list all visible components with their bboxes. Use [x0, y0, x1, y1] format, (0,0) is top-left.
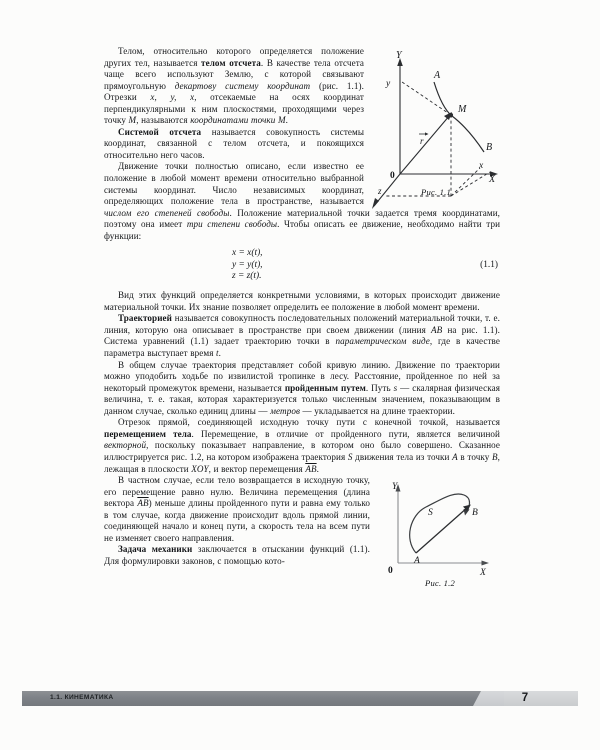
equation-line-z: z = z(t).: [232, 271, 262, 282]
p7-point-b: B: [492, 451, 498, 462]
p7-text-7: , и вектор перемещения: [208, 463, 306, 474]
p5-term-parametric: параметрическом виде: [335, 336, 430, 347]
p2-text-1: называется совокупность системы координат, связанной с телом отсчета, и покоящихся относительно него часов.: [104, 126, 365, 160]
p7-term-vector: векторной: [104, 440, 147, 451]
p5-line-ab: AB: [431, 324, 443, 335]
p1-vars-xyx: x, y, x: [150, 92, 195, 103]
p9-text-1: заключается в отыскании функций (1.1). Для формулировки законов, с помощью кото-: [104, 544, 370, 566]
page-content: [104, 46, 500, 588]
figure-1-2-graphic: [380, 479, 498, 577]
p1-text-1: Телом, относительно которого определяется положение других тел, называется: [104, 46, 364, 68]
svg-text:z: z: [378, 186, 382, 196]
equation-line-y: y = y(t),: [232, 259, 263, 270]
p6-var-s: s: [393, 382, 398, 393]
p7-plane-xoy: XOY: [191, 463, 209, 474]
p7-point-a: A: [452, 451, 458, 462]
svg-text:X: X: [489, 174, 496, 185]
paragraph-7: [104, 417, 500, 475]
p5-text-3: , где в качестве параметра выступает время: [104, 336, 500, 359]
p7-text-6: , лежащая в плоскости: [104, 451, 500, 474]
p6-text-3: — скалярная физическая величина, т. е. такая, которая характеризуется только численным значением, показывающим в данном случае, сколько единиц длины —: [104, 382, 500, 416]
p5-var-t: t: [216, 348, 219, 359]
figure-1-1: [372, 46, 500, 197]
page-number: 7: [521, 691, 529, 704]
p6-term-path-travelled: пройденным путем: [284, 382, 366, 393]
p4-text: Вид этих функций определяется конкретными условиями, в которых происходит движение материальной точки. Их знание позволяет определить ее положение в любой момент времени.: [104, 290, 500, 312]
paragraph-6: [104, 360, 500, 418]
footer-section-title: 1.1. КИНЕМАТИКА: [50, 694, 114, 702]
p8-text-2: ) меньше длины пройденного пути и равна ему только в том случае, когда движение происходит вдоль прямой линии, соединяющей начало и конец пути, а скорость тела на всем пути не изменяет своего направления.: [104, 498, 370, 543]
p6-text-1: В общем случае траектория представляет собой кривую линию. Движение по траектории можно уподобить ходьбе по извилистой тропинке в лесу. Расстояние, пройденное по ней за некоторый промежуток времени, называется: [104, 359, 500, 393]
p7-text-3: , поскольку показывает направление, в котором оно было совершено. Сказанное иллюстрируется рис. 1.2, на котором изображена траектория: [104, 440, 500, 462]
svg-text:S: S: [428, 508, 433, 519]
p7-var-s: S: [347, 451, 353, 462]
equation-line-x: x = x(t),: [232, 248, 263, 259]
p7-text-4: движения тела из точки: [352, 451, 453, 462]
p1-text-6: .: [285, 115, 288, 126]
p1-term-body-of-reference: телом отсчета: [201, 57, 261, 68]
svg-text:x: x: [479, 161, 484, 171]
svg-text:B: B: [472, 508, 478, 519]
svg-text:M: M: [458, 104, 467, 115]
equation-number: (1.1): [480, 259, 498, 270]
p1-term-coordinates: координатами точки M: [190, 115, 286, 126]
p8-vector-ab: $\overline{AB}$: [137, 498, 149, 509]
svg-text:A: A: [434, 70, 441, 81]
paragraph-4: [104, 290, 500, 313]
svg-text:X: X: [480, 568, 486, 579]
p3-term-degrees-of-freedom: числом его степеней свободы: [104, 207, 230, 218]
p7-text-5: в точку: [457, 451, 492, 462]
p6-unit-meters: метров: [270, 405, 300, 416]
p7-term-displacement: перемещением тела: [104, 428, 192, 439]
p6-text-4: — укладывается на длине траектории.: [299, 405, 455, 416]
p6-text-2: . Путь: [365, 382, 394, 393]
p1-term-cartesian-system: декартову систему координат: [174, 80, 311, 91]
p7-text-1: Отрезок прямой, соединяющей исходную точку пути с конечной точкой, называется: [118, 417, 500, 428]
p7-text-2: . Перемещение, в отличие от пройденного пути, является величиной: [191, 428, 500, 439]
p8-text-1: В частном случае, если тело возвращается в исходную точку, его перемещение равно нулю. Величина перемещения (длина вектора: [104, 475, 370, 509]
svg-text:0: 0: [388, 566, 393, 577]
equation-lines: [232, 248, 263, 283]
p1-var-m: M: [128, 115, 137, 126]
p3-term-three-degrees: три степени свободы: [186, 219, 278, 230]
p7-text-8: .: [316, 463, 319, 474]
p5-term-trajectory: Траекторией: [118, 313, 172, 324]
p1-text-2: . В качестве тела отсчета чаще всего используют Землю, с которой связывают прямоугольную: [104, 57, 364, 91]
svg-text:Y: Y: [392, 482, 398, 493]
svg-text:A: A: [414, 556, 420, 567]
p1-text-5: , называются: [136, 115, 191, 126]
paragraph-5: [104, 313, 500, 359]
p1-text-3: (рис. 1.1). Отрезки: [104, 80, 364, 103]
figure-1-2: [380, 479, 500, 588]
svg-text:Y: Y: [396, 50, 402, 61]
p7-vector-ab: $\overline{AB}$: [305, 463, 317, 474]
p3-text-2: . Положение материальной точки задается тремя координатами, поэтому она имеет: [104, 207, 500, 230]
p3-text-1: Движение точки полностью описано, если известно ее положение в любой момент времени относительно выбранной системы координат. Число независимых координат, определяющих положение тела в пространстве, называется: [104, 161, 364, 207]
svg-text:0: 0: [390, 171, 395, 181]
p5-text-1: называется совокупность последовательных положений материальной точки, т. е. линия, которую она описывает в пространстве при своем движении (линия: [104, 313, 500, 335]
p5-text-4: .: [218, 348, 221, 359]
p9-term-task-of-mechanics: Задача механики: [118, 544, 193, 555]
p2-term-reference-frame: Системой отсчета: [118, 126, 202, 137]
p5-text-2: на рис. 1.1). Система уравнений (1.1) задает траекторию точки в: [104, 324, 500, 347]
svg-text:r: r: [420, 136, 424, 146]
p1-text-4: , отсекаемые на осях координат перпендикулярными к ним плоскостями, проходящими через точку: [104, 92, 364, 126]
page-footer: [22, 691, 578, 706]
figure-1-1-caption: Рис. 1.1: [421, 187, 451, 197]
svg-text:B: B: [486, 142, 493, 153]
figure-1-2-caption: Рис. 1.2: [425, 578, 455, 589]
p3-text-3: . Чтобы описать ее движение, необходимо найти три функции:: [104, 219, 501, 241]
equation-block-1-1: [104, 248, 500, 284]
svg-text:y: y: [386, 79, 391, 89]
